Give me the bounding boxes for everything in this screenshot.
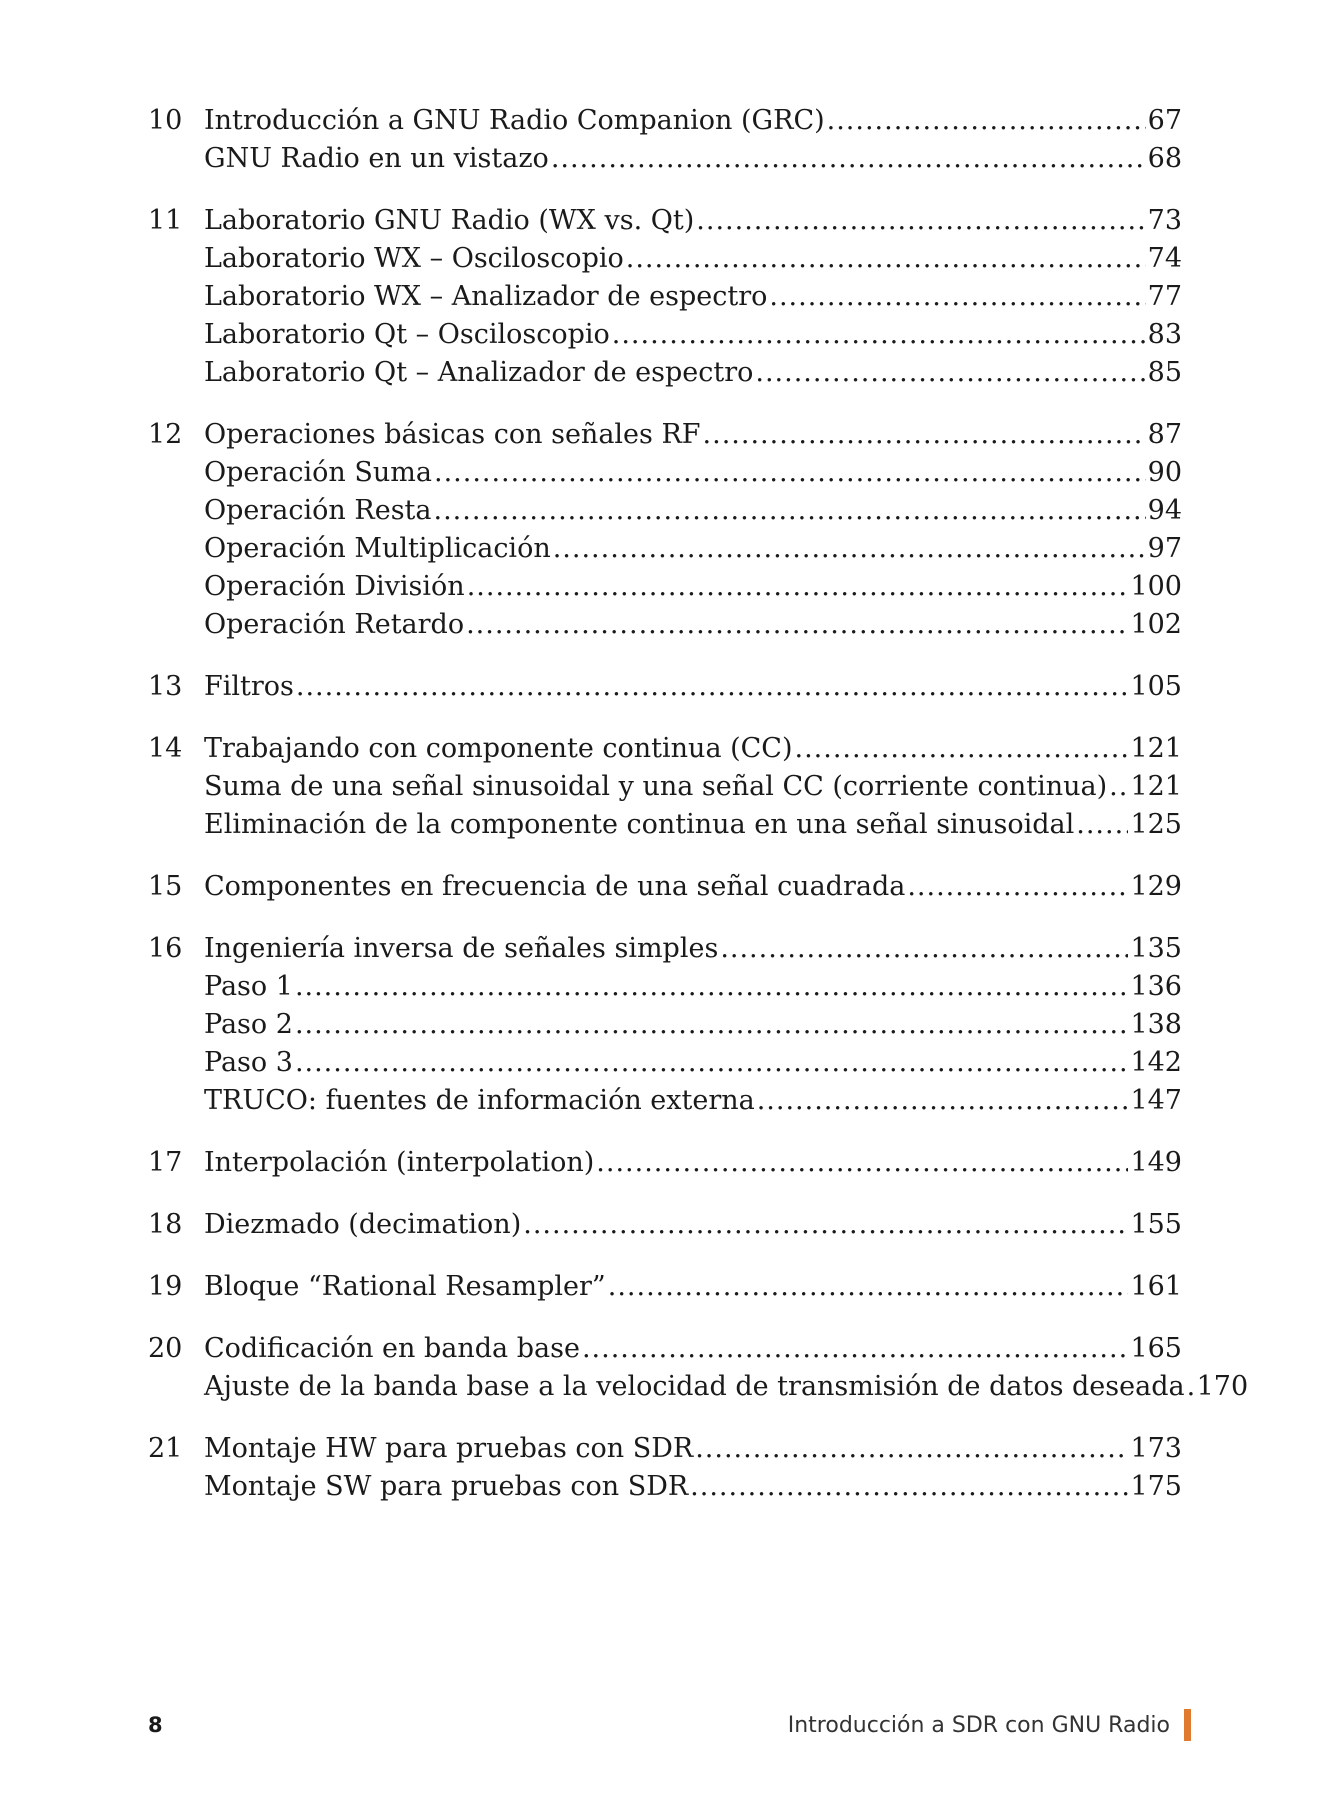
toc-subentry (148, 1006, 1182, 1044)
chapter-number: 14 (148, 733, 183, 764)
page-ref: 74 (1147, 243, 1182, 274)
dot-leader (1076, 806, 1128, 844)
chapter-title: Laboratorio GNU Radio (WX vs. Qt) (204, 205, 695, 236)
section-title: Ajuste de la banda base a la velocidad de transmisión de datos deseada (204, 1371, 1185, 1402)
page-footer (148, 1708, 1191, 1742)
toc-chapter (148, 1330, 1249, 1406)
table-of-contents (148, 102, 1249, 1530)
page-ref: 83 (1147, 319, 1182, 350)
toc-entry (148, 868, 1182, 906)
dot-leader (696, 202, 1145, 240)
page-ref: 121 (1130, 733, 1182, 764)
toc-subentry (148, 768, 1182, 806)
chapter-number: 13 (148, 671, 183, 702)
section-title: Suma de una señal sinusoidal y una señal CC (corriente continua) (204, 771, 1108, 802)
dot-leader (1109, 768, 1128, 806)
toc-subentry (148, 1368, 1249, 1406)
toc-entry (148, 1430, 1182, 1468)
section-title: Laboratorio Qt – Analizador de espectro (204, 357, 754, 388)
dot-leader (690, 1468, 1128, 1506)
toc-entry (148, 1330, 1182, 1368)
section-title: Montaje SW para pruebas con SDR (204, 1471, 689, 1502)
page-ref: 155 (1130, 1209, 1182, 1240)
toc-subentry (148, 1044, 1182, 1082)
page-ref: 135 (1130, 933, 1182, 964)
toc-entry (148, 1206, 1182, 1244)
chapter-number: 10 (148, 105, 183, 136)
section-title: Paso 2 (204, 1009, 293, 1040)
page-ref: 129 (1130, 871, 1182, 902)
page-ref: 125 (1130, 809, 1182, 840)
toc-chapter (148, 1144, 1182, 1182)
page-ref: 165 (1130, 1333, 1182, 1364)
chapter-number: 21 (148, 1433, 183, 1464)
dot-leader (551, 140, 1146, 178)
toc-subentry (148, 1082, 1182, 1120)
toc-subentry (148, 240, 1182, 278)
toc-entry (148, 102, 1182, 140)
dot-leader (795, 730, 1129, 768)
dot-leader (695, 1430, 1128, 1468)
toc-chapter (148, 1268, 1182, 1306)
chapter-number: 20 (148, 1333, 183, 1364)
chapter-title: Bloque “Rational Resampler” (204, 1271, 606, 1302)
section-title: Laboratorio Qt – Osciloscopio (204, 319, 610, 350)
toc-subentry (148, 606, 1182, 644)
toc-entry (148, 730, 1182, 768)
page-ref: 147 (1130, 1085, 1182, 1116)
chapter-title: Componentes en frecuencia de una señal cuadrada (204, 871, 906, 902)
dot-leader (466, 606, 1128, 644)
toc-subentry (148, 492, 1182, 530)
toc-chapter (148, 1430, 1182, 1506)
toc-subentry (148, 140, 1182, 178)
dot-leader (827, 102, 1146, 140)
dot-leader (434, 492, 1146, 530)
page-ref: 149 (1130, 1147, 1182, 1178)
toc-chapter (148, 416, 1182, 644)
section-title: Operación Retardo (204, 609, 465, 640)
page-number: 8 (148, 1713, 163, 1737)
page-ref: 170 (1196, 1371, 1249, 1402)
toc-chapter (148, 668, 1182, 706)
toc-entry (148, 416, 1182, 454)
chapter-title: Interpolación (interpolation) (204, 1147, 595, 1178)
toc-subentry (148, 530, 1182, 568)
chapter-title: Montaje HW para pruebas con SDR (204, 1433, 694, 1464)
dot-leader (1187, 1368, 1195, 1406)
chapter-number: 15 (148, 871, 183, 902)
section-title: Paso 3 (204, 1047, 293, 1078)
dot-leader (596, 1144, 1128, 1182)
accent-bar (1184, 1709, 1191, 1741)
page-ref: 102 (1130, 609, 1182, 640)
toc-subentry (148, 806, 1182, 844)
toc-entry (148, 1268, 1182, 1306)
toc-entry (148, 1144, 1182, 1182)
section-title: Operación División (204, 571, 465, 602)
section-title: GNU Radio en un vistazo (204, 143, 549, 174)
toc-subentry (148, 568, 1182, 606)
page-ref: 175 (1130, 1471, 1182, 1502)
dot-leader (612, 316, 1146, 354)
dot-leader (434, 454, 1146, 492)
page-ref: 97 (1147, 533, 1182, 564)
dot-leader (467, 568, 1129, 606)
page-ref: 90 (1147, 457, 1182, 488)
page-ref: 73 (1147, 205, 1182, 236)
toc-entry (148, 930, 1182, 968)
toc-chapter (148, 102, 1182, 178)
toc-chapter (148, 868, 1182, 906)
chapter-title: Trabajando con componente continua (CC) (204, 733, 793, 764)
chapter-number: 12 (148, 419, 183, 450)
section-title: Laboratorio WX – Osciloscopio (204, 243, 624, 274)
chapter-number: 19 (148, 1271, 183, 1302)
chapter-number: 16 (148, 933, 183, 964)
page-ref: 121 (1130, 771, 1182, 802)
dot-leader (295, 1044, 1129, 1082)
toc-subentry (148, 354, 1182, 392)
page-ref: 85 (1147, 357, 1182, 388)
toc-entry (148, 668, 1182, 706)
section-title: TRUCO: fuentes de información externa (204, 1085, 755, 1116)
dot-leader (295, 968, 1129, 1006)
dot-leader (523, 1206, 1128, 1244)
dot-leader (296, 668, 1129, 706)
page-ref: 68 (1147, 143, 1182, 174)
section-title: Laboratorio WX – Analizador de espectro (204, 281, 768, 312)
page-ref: 138 (1130, 1009, 1182, 1040)
page-ref: 87 (1147, 419, 1182, 450)
chapter-title: Filtros (204, 671, 294, 702)
toc-subentry (148, 316, 1182, 354)
chapter-number: 18 (148, 1209, 183, 1240)
section-title: Operación Resta (204, 495, 432, 526)
page-ref: 94 (1147, 495, 1182, 526)
toc-chapter (148, 930, 1182, 1120)
page-ref: 161 (1130, 1271, 1182, 1302)
dot-leader (907, 868, 1128, 906)
chapter-title: Introducción a GNU Radio Companion (GRC) (204, 105, 825, 136)
dot-leader (582, 1330, 1129, 1368)
section-title: Operación Multiplicación (204, 533, 551, 564)
page-ref: 136 (1130, 971, 1182, 1002)
dot-leader (295, 1006, 1129, 1044)
dot-leader (757, 1082, 1129, 1120)
toc-chapter (148, 730, 1182, 844)
chapter-title: Operaciones básicas con señales RF (204, 419, 701, 450)
toc-chapter (148, 1206, 1182, 1244)
page-ref: 100 (1130, 571, 1182, 602)
section-title: Operación Suma (204, 457, 432, 488)
toc-entry (148, 202, 1182, 240)
dot-leader (703, 416, 1146, 454)
dot-leader (769, 278, 1145, 316)
dot-leader (720, 930, 1128, 968)
page-ref: 105 (1130, 671, 1182, 702)
section-title: Eliminación de la componente continua en una señal sinusoidal (204, 809, 1075, 840)
section-title: Paso 1 (204, 971, 293, 1002)
dot-leader (626, 240, 1146, 278)
chapter-title: Diezmado (decimation) (204, 1209, 522, 1240)
dot-leader (608, 1268, 1129, 1306)
toc-subentry (148, 454, 1182, 492)
dot-leader (755, 354, 1145, 392)
toc-subentry (148, 278, 1182, 316)
toc-subentry (148, 1468, 1182, 1506)
toc-chapter (148, 202, 1182, 392)
chapter-title: Codificación en banda base (204, 1333, 580, 1364)
dot-leader (553, 530, 1146, 568)
running-title: Introducción a SDR con GNU Radio (787, 1712, 1170, 1738)
page-ref: 173 (1130, 1433, 1182, 1464)
chapter-number: 11 (148, 205, 183, 236)
page-ref: 77 (1147, 281, 1182, 312)
toc-subentry (148, 968, 1182, 1006)
chapter-number: 17 (148, 1147, 183, 1178)
page-ref: 67 (1147, 105, 1182, 136)
chapter-title: Ingeniería inversa de señales simples (204, 933, 719, 964)
page-ref: 142 (1130, 1047, 1182, 1078)
